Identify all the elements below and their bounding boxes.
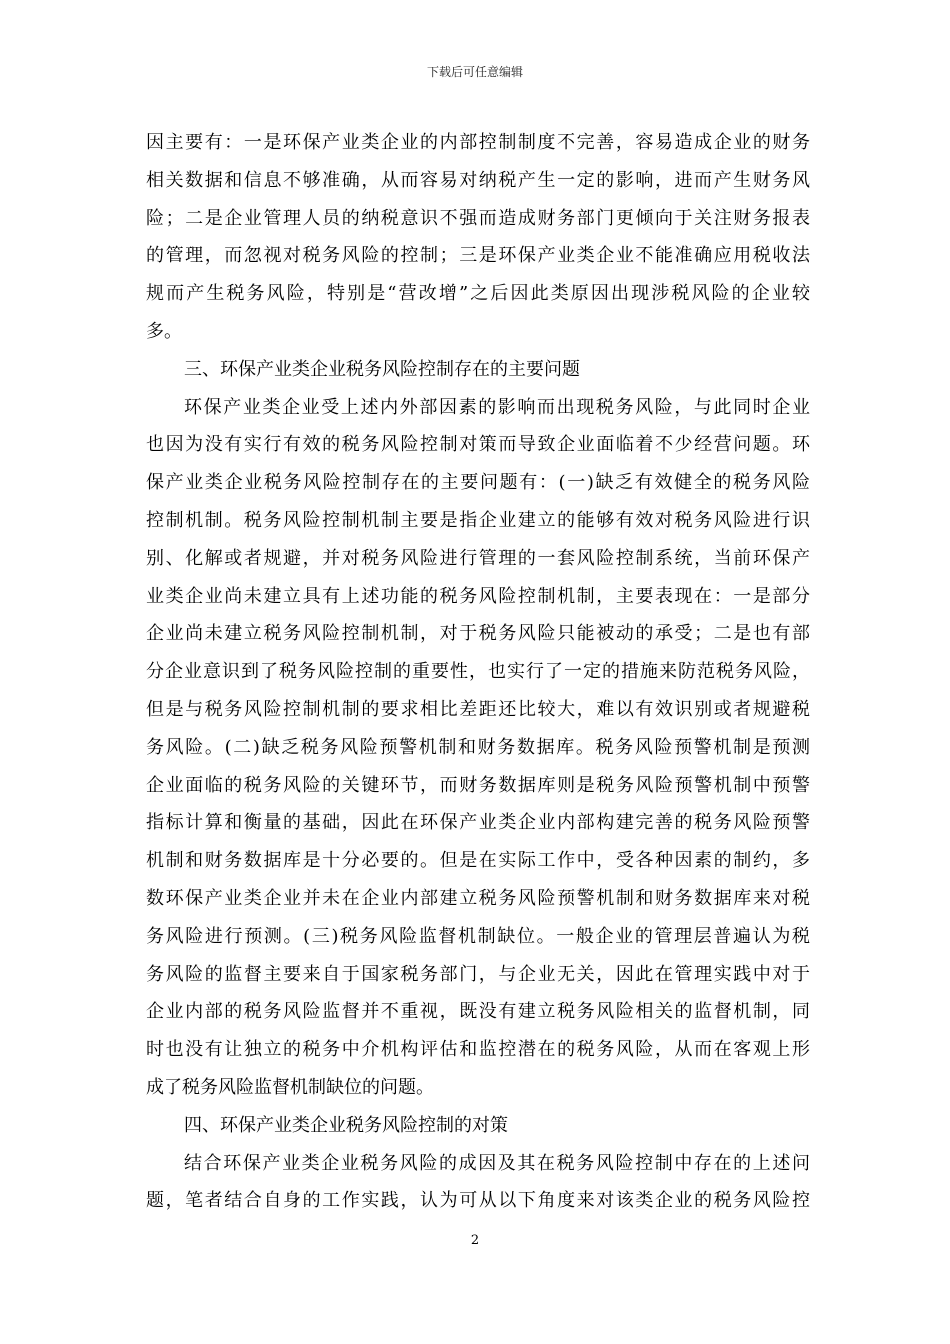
text-line: 因主要有：一是环保产业类企业的内部控制制度不完善，容易造成企业的财务: [146, 132, 810, 153]
text-line: 险；二是企业管理人员的纳税意识不强而造成财务部门更倾向于关注财务报表: [146, 207, 810, 229]
text-line: 业类企业尚未建立具有上述功能的税务风险控制机制，主要表现在：一是部分: [146, 585, 810, 607]
text-line: 但是与税务风险控制机制的要求相比差距还比较大，难以有效识别或者规避税: [146, 698, 810, 720]
text-line: 题，笔者结合自身的工作实践，认为可从以下角度来对该类企业的税务风险控: [146, 1190, 810, 1212]
text-line: 务风险。(二)缺乏税务风险预警机制和财务数据库。税务风险预警机制是预测: [146, 736, 810, 758]
text-line: 指标计算和衡量的基础，因此在环保产业类企业内部构建完善的税务风险预警: [146, 812, 810, 834]
text-line: 分企业意识到了税务风险控制的重要性，也实行了一定的措施来防范税务风险，: [146, 661, 810, 683]
text-line: 务风险的监督主要来自于国家税务部门，与企业无关，因此在管理实践中对于: [146, 963, 810, 985]
text-line: 务风险进行预测。(三)税务风险监督机制缺位。一般企业的管理层普遍认为税: [146, 925, 810, 947]
text-line: 环保产业类企业受上述内外部因素的影响而出现税务风险，与此同时企业: [184, 396, 810, 418]
page-number: 2: [470, 1233, 480, 1248]
text-line: 结合环保产业类企业税务风险的成因及其在税务风险控制中存在的上述问: [184, 1152, 810, 1174]
text-line: 多。: [146, 320, 182, 342]
text-line: 数环保产业类企业并未在企业内部建立税务风险预警机制和财务数据库来对税: [146, 887, 810, 909]
text-line: 机制和财务数据库是十分必要的。但是在实际工作中，受各种因素的制约，多: [146, 850, 810, 872]
text-line: 的管理，而忽视对税务风险的控制；三是环保产业类企业不能准确应用税收法: [146, 245, 810, 267]
text-line: 规而产生税务风险，特别是“营改增”之后因此类原因出现涉税风险的企业较: [146, 283, 810, 305]
text-line: 时也没有让独立的税务中介机构评估和监控潜在的税务风险，从而在客观上形: [146, 1039, 810, 1061]
text-line: 企业面临的税务风险的关键环节，而财务数据库则是税务风险预警机制中预警: [146, 774, 810, 796]
document-body: [146, 124, 810, 1220]
section-heading-4: 四、环保产业类企业税务风险控制的对策: [184, 1114, 508, 1136]
text-line: 相关数据和信息不够准确，从而容易对纳税产生一定的影响，进而产生财务风: [146, 169, 810, 191]
text-line: 企业内部的税务风险监督并不重视，既没有建立税务风险相关的监督机制，同: [146, 1001, 810, 1023]
page-header: 下载后可任意编辑: [426, 65, 523, 79]
text-line: 控制机制。税务风险控制机制主要是指企业建立的能够有效对税务风险进行识: [146, 509, 810, 531]
section-heading-3: 三、环保产业类企业税务风险控制存在的主要问题: [184, 358, 580, 380]
text-line: 保产业类企业税务风险控制存在的主要问题有：(一)缺乏有效健全的税务风险: [146, 472, 810, 494]
text-line: 企业尚未建立税务风险控制机制，对于税务风险只能被动的承受；二是也有部: [146, 623, 810, 645]
text-line: 也因为没有实行有效的税务风险控制对策而导致企业面临着不少经营问题。环: [146, 434, 810, 456]
text-line: 成了税务风险监督机制缺位的问题。: [146, 1076, 434, 1098]
text-line: 别、化解或者规避，并对税务风险进行管理的一套风险控制系统，当前环保产: [146, 547, 810, 569]
